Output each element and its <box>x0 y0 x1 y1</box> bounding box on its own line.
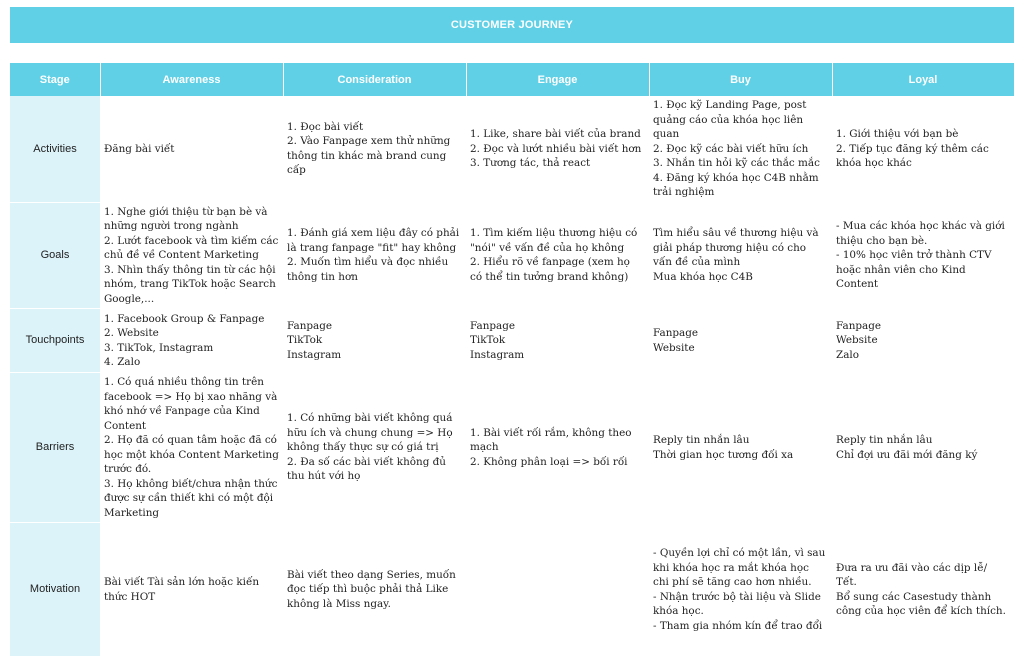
table-cell: Đưa ra ưu đãi vào các dịp lễ/ Tết. Bổ sung các Casestudy thành công của học viên để kích thích. <box>832 523 1014 657</box>
table-cell: 1. Tìm kiếm liệu thương hiệu có "nói" về vấn đề của họ không 2. Hiểu rõ về fanpage (xem họ có thể tin tưởng brand không) <box>466 202 649 309</box>
stage-label: Activities <box>10 96 100 202</box>
table-cell: Fanpage TikTok Instagram <box>283 309 466 373</box>
table-cell: 1. Facebook Group & Fanpage 2. Website 3. TikTok, Instagram 4. Zalo <box>100 309 283 373</box>
table-cell: 1. Có những bài viết không quá hữu ích và chung chung => Họ không thấy thực sự có giá trị 2. Đa số các bài viết không đủ thu hút với họ <box>283 373 466 523</box>
table-cell: 1. Đọc bài viết 2. Vào Fanpage xem thử những thông tin khác mà brand cung cấp <box>283 96 466 202</box>
stage-label: Motivation <box>10 523 100 657</box>
table-row <box>10 202 1014 309</box>
table-cell: Fanpage Website Zalo <box>832 309 1014 373</box>
header-consideration: Consideration <box>283 63 466 96</box>
header-row <box>10 63 1014 96</box>
table-cell: Bài viết theo dạng Series, muốn đọc tiếp thì buộc phải thả Like không là Miss ngay. <box>283 523 466 657</box>
table-cell: Reply tin nhắn lâu Thời gian học tương đối xa <box>649 373 832 523</box>
header-engage: Engage <box>466 63 649 96</box>
table-cell: - Quyền lợi chỉ có một lần, vì sau khi khóa học ra mắt khóa học chi phí sẽ tăng cao hơn nhiều. - Nhận trước bộ tài liệu và Slide khóa học. - Tham gia nhóm kín để trao đổi <box>649 523 832 657</box>
table-row <box>10 96 1014 202</box>
stage-label: Barriers <box>10 373 100 523</box>
table-cell: 1. Đọc kỹ Landing Page, post quảng cáo của khóa học liên quan 2. Đọc kỹ các bài viết hữu ích 3. Nhắn tin hỏi kỹ các thắc mắc 4. Đăng ký khóa học C4B nhằm trải nghiệm <box>649 96 832 202</box>
table-cell: 1. Giới thiệu với bạn bè 2. Tiếp tục đăng ký thêm các khóa học khác <box>832 96 1014 202</box>
table-cell: Bài viết Tài sản lớn hoặc kiến thức HOT <box>100 523 283 657</box>
table-cell: Tìm hiểu sâu về thương hiệu và giải pháp thương hiệu có cho vấn đề của mình Mua khóa học C4B <box>649 202 832 309</box>
stage-label: Touchpoints <box>10 309 100 373</box>
table-cell: 1. Có quá nhiều thông tin trên facebook => Họ bị xao nhãng và khó nhớ về Fanpage của Kind Content 2. Họ đã có quan tâm hoặc đã có học một khóa Content Marketing trước đó. 3. Họ không biết/chưa nhận thức được sự cần thiết khi có một đội Marketing <box>100 373 283 523</box>
table-cell: 1. Đánh giá xem liệu đây có phải là trang fanpage "fit" hay không 2. Muốn tìm hiểu và đọc nhiều thông tin hơn <box>283 202 466 309</box>
table-cell: 1. Like, share bài viết của brand 2. Đọc và lướt nhiều bài viết hơn 3. Tương tác, thả react <box>466 96 649 202</box>
table-cell: 1. Bài viết rối rắm, không theo mạch 2. Không phân loại => bối rối <box>466 373 649 523</box>
stage-label: Goals <box>10 202 100 309</box>
header-stage: Stage <box>10 63 100 96</box>
page-title: CUSTOMER JOURNEY <box>10 7 1014 43</box>
table-cell: Đăng bài viết <box>100 96 283 202</box>
header-loyal: Loyal <box>832 63 1014 96</box>
table-cell: Fanpage Website <box>649 309 832 373</box>
header-buy: Buy <box>649 63 832 96</box>
table-row <box>10 523 1014 657</box>
table-row <box>10 309 1014 373</box>
header-awareness: Awareness <box>100 63 283 96</box>
table-cell <box>466 523 649 657</box>
table-row <box>10 373 1014 523</box>
customer-journey-table <box>10 63 1015 657</box>
table-cell: Reply tin nhắn lâu Chỉ đợi ưu đãi mới đăng ký <box>832 373 1014 523</box>
table-cell: - Mua các khóa học khác và giới thiệu cho bạn bè. - 10% học viên trở thành CTV hoặc nhân viên cho Kind Content <box>832 202 1014 309</box>
table-cell: Fanpage TikTok Instagram <box>466 309 649 373</box>
table-cell: 1. Nghe giới thiệu từ bạn bè và những người trong ngành 2. Lướt facebook và tìm kiếm các chủ đề về Content Marketing 3. Nhìn thấy thông tin từ các hội nhóm, trang TikTok hoặc Search Google,... <box>100 202 283 309</box>
